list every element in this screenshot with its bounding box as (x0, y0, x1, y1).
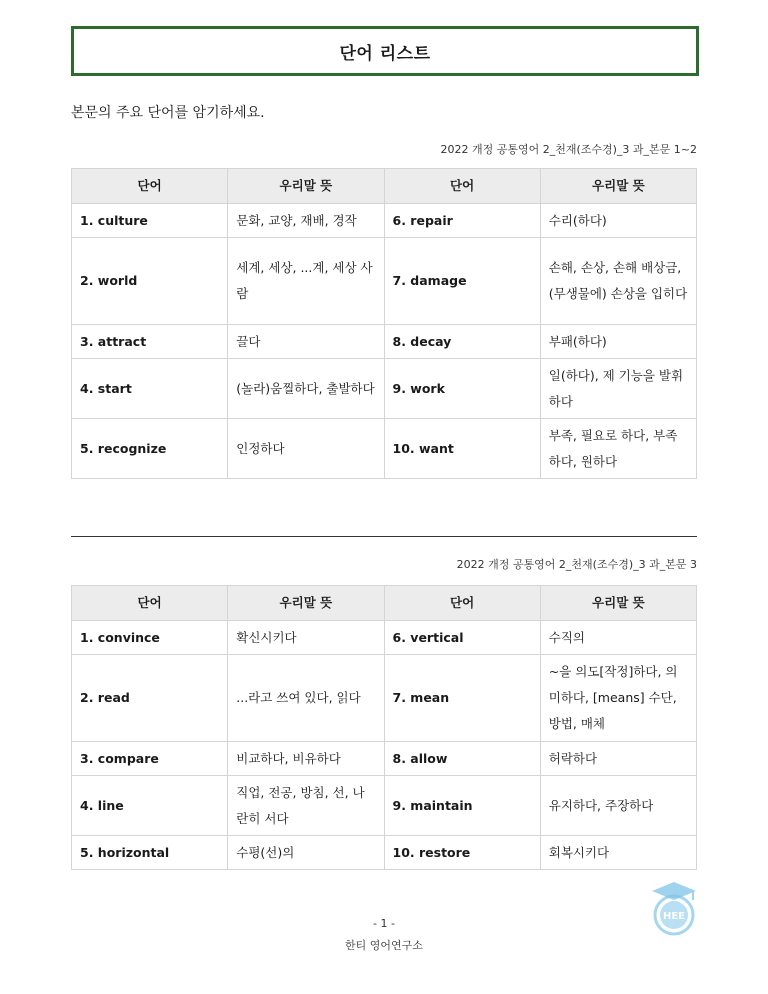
header-word: 단어 (384, 586, 540, 621)
word-cell: 8. decay (384, 325, 540, 359)
header-word: 단어 (384, 169, 540, 204)
hee-logo (648, 880, 700, 936)
meaning-cell: 수리(하다) (540, 204, 696, 238)
meaning-cell: 유지하다, 주장하다 (540, 776, 696, 836)
meaning-cell: 일(하다), 제 기능을 발휘하다 (540, 359, 696, 419)
table-header-row (72, 586, 697, 621)
meaning-cell: 수직의 (540, 621, 696, 655)
word-cell: 10. want (384, 419, 540, 479)
meaning-cell: 부패(하다) (540, 325, 696, 359)
word-cell: 9. maintain (384, 776, 540, 836)
word-cell: 4. line (72, 776, 228, 836)
table-row (72, 419, 697, 479)
logo-text: HEE (662, 911, 686, 922)
page-title: 단어 리스트 (71, 26, 699, 76)
vocab-table-1 (71, 168, 697, 479)
meaning-cell: 손해, 손상, 손해 배상금, (무생물에) 손상을 입히다 (540, 238, 696, 325)
meaning-cell: 확신시키다 (228, 621, 384, 655)
word-cell: 5. recognize (72, 419, 228, 479)
header-meaning: 우리말 뜻 (228, 586, 384, 621)
table-row (72, 238, 697, 325)
table-row (72, 325, 697, 359)
table-header-row (72, 169, 697, 204)
word-cell: 3. compare (72, 742, 228, 776)
word-cell: 2. world (72, 238, 228, 325)
meaning-cell: (놀라)움찔하다, 출발하다 (228, 359, 384, 419)
table-row (72, 621, 697, 655)
meaning-cell: 끌다 (228, 325, 384, 359)
meaning-cell: 회복시키다 (540, 836, 696, 870)
header-word: 단어 (72, 169, 228, 204)
vocab-table-2 (71, 585, 697, 870)
word-cell: 10. restore (384, 836, 540, 870)
header-meaning: 우리말 뜻 (228, 169, 384, 204)
table-row (72, 742, 697, 776)
meaning-cell: 허락하다 (540, 742, 696, 776)
meaning-cell: 부족, 필요로 하다, 부족하다, 원하다 (540, 419, 696, 479)
section-2-source: 2022 개정 공통영어 2_천재(조수경)_3 과_본문 3 (456, 558, 697, 571)
word-cell: 4. start (72, 359, 228, 419)
meaning-cell: ~을 의도[작정]하다, 의미하다, [means] 수단, 방법, 매체 (540, 655, 696, 742)
word-cell: 8. allow (384, 742, 540, 776)
word-cell: 1. culture (72, 204, 228, 238)
instruction-text: 본문의 주요 단어를 암기하세요. (71, 105, 265, 121)
page-number: - 1 - (373, 917, 395, 930)
footer-organization: 한티 영어연구소 (345, 939, 423, 952)
meaning-cell: 세계, 세상, ...계, 세상 사람 (228, 238, 384, 325)
word-cell: 2. read (72, 655, 228, 742)
header-word: 단어 (72, 586, 228, 621)
section-1-source: 2022 개정 공통영어 2_천재(조수경)_3 과_본문 1~2 (440, 143, 697, 156)
word-cell: 7. damage (384, 238, 540, 325)
word-cell: 6. repair (384, 204, 540, 238)
meaning-cell: 직업, 전공, 방침, 선, 나란히 서다 (228, 776, 384, 836)
header-meaning: 우리말 뜻 (540, 169, 696, 204)
table-row (72, 836, 697, 870)
table-row (72, 776, 697, 836)
table-row (72, 655, 697, 742)
meaning-cell: 인정하다 (228, 419, 384, 479)
word-cell: 7. mean (384, 655, 540, 742)
word-cell: 1. convince (72, 621, 228, 655)
meaning-cell: ...라고 쓰여 있다, 읽다 (228, 655, 384, 742)
word-cell: 9. work (384, 359, 540, 419)
meaning-cell: 수평(선)의 (228, 836, 384, 870)
table-row (72, 359, 697, 419)
word-cell: 5. horizontal (72, 836, 228, 870)
header-meaning: 우리말 뜻 (540, 586, 696, 621)
meaning-cell: 문화, 교양, 재배, 경작 (228, 204, 384, 238)
meaning-cell: 비교하다, 비유하다 (228, 742, 384, 776)
section-divider (71, 536, 697, 537)
word-cell: 6. vertical (384, 621, 540, 655)
table-row (72, 204, 697, 238)
word-cell: 3. attract (72, 325, 228, 359)
